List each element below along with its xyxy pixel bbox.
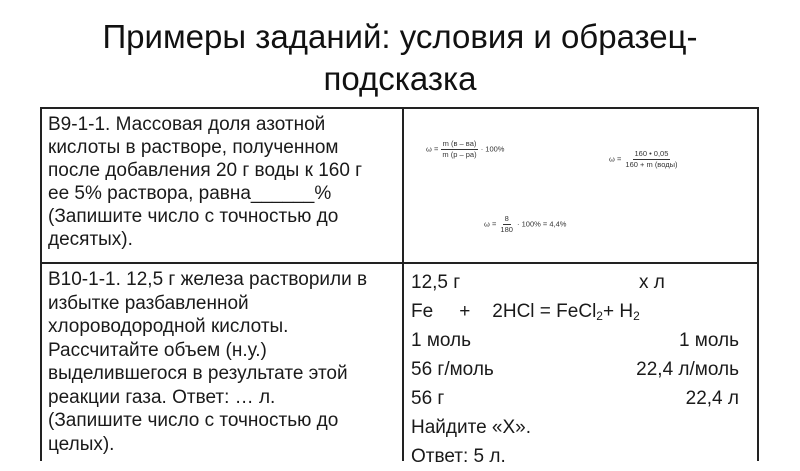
eq-plus: + — [459, 301, 471, 322]
formula-numerator: 160 • 0,05 — [634, 149, 669, 158]
task2-line: выделившегося в результате этой — [48, 363, 348, 384]
task1-line: кислоты в растворе, полученном — [48, 137, 339, 158]
task2-line: целых). — [48, 433, 115, 455]
task1-line: В9-1-1. Массовая доля азотной — [48, 114, 326, 135]
formula-tail: · 100% = 4,4% — [517, 219, 567, 229]
hint-cell: 56 г/моль — [411, 359, 494, 380]
formula-numerator: 8 — [504, 214, 509, 223]
mass-fraction-formula — [426, 139, 504, 160]
task2-line: хлороводородной кислоты. — [48, 316, 289, 337]
table-column-divider — [402, 109, 404, 461]
hint-reaction-equation — [411, 297, 751, 326]
slide-title — [0, 16, 800, 100]
table-row-divider — [42, 262, 757, 264]
hint-row-mass — [411, 384, 751, 413]
task2-line: реакции газа. Ответ: … л. — [48, 386, 276, 408]
task2-line: избытке разбавленной — [48, 292, 249, 314]
formula-fraction — [498, 214, 515, 235]
formula-fraction — [440, 139, 478, 160]
hint-find-x: Найдите «Х». — [411, 417, 532, 438]
eq-fe: Fe — [411, 301, 434, 322]
formula-denominator: 180 — [500, 225, 513, 234]
eq-hcl: 2HCl = FeCl — [492, 301, 597, 322]
task2-line: Рассчитайте объем (н.у.) — [48, 339, 267, 361]
task2-line: В10-1-1. 12,5 г железа растворили в — [48, 269, 368, 290]
task2-statement — [48, 268, 398, 456]
hint-row-given — [411, 268, 751, 297]
task1-statement — [48, 113, 398, 251]
hint-given-mass: 12,5 г — [411, 272, 461, 293]
hint-cell: 56 г — [411, 388, 445, 409]
result-formula — [484, 214, 566, 235]
substituted-formula — [609, 149, 679, 170]
tasks-table — [40, 107, 759, 467]
formula-lhs: ω = — [426, 144, 439, 154]
hint-cell: 22,4 л/моль — [636, 359, 739, 380]
eq-h2: + H — [602, 301, 634, 322]
formula-lhs: ω = — [609, 154, 622, 164]
task2-line: (Запишите число с точностью до — [48, 410, 339, 431]
eq-sub: 2 — [633, 309, 640, 323]
hint-row-moles — [411, 326, 751, 355]
task1-line: десятых). — [48, 229, 133, 250]
hint-row-molar — [411, 355, 751, 384]
task1-line: (Запишите число с точностью до — [48, 206, 339, 227]
slide-title-line1: Примеры заданий: условия и образец- — [102, 18, 698, 55]
formula-lhs: ω = — [484, 219, 497, 229]
formula-numerator: m (в – ва) — [442, 139, 477, 148]
slide-title-line2: подсказка — [323, 60, 477, 97]
formula-denominator: m (р – ра) — [442, 150, 477, 159]
hint-answer: Ответ: 5 л. — [411, 446, 506, 467]
formula-fraction — [623, 149, 679, 170]
formula-tail: · 100% — [480, 144, 505, 154]
hint-cell: 1 моль — [678, 330, 739, 351]
task1-line: ее 5% раствора, равна______% — [48, 183, 332, 204]
hint-cell: 1 моль — [411, 330, 472, 351]
formula-denominator: 160 + m (воды) — [625, 160, 678, 169]
task2-hint — [411, 268, 751, 471]
hint-cell: 22,4 л — [685, 388, 739, 409]
hint-unknown-volume: х л — [639, 272, 665, 293]
task1-line: после добавления 20 г воды к 160 г — [48, 160, 363, 181]
eq-sub: 2 — [596, 309, 603, 323]
